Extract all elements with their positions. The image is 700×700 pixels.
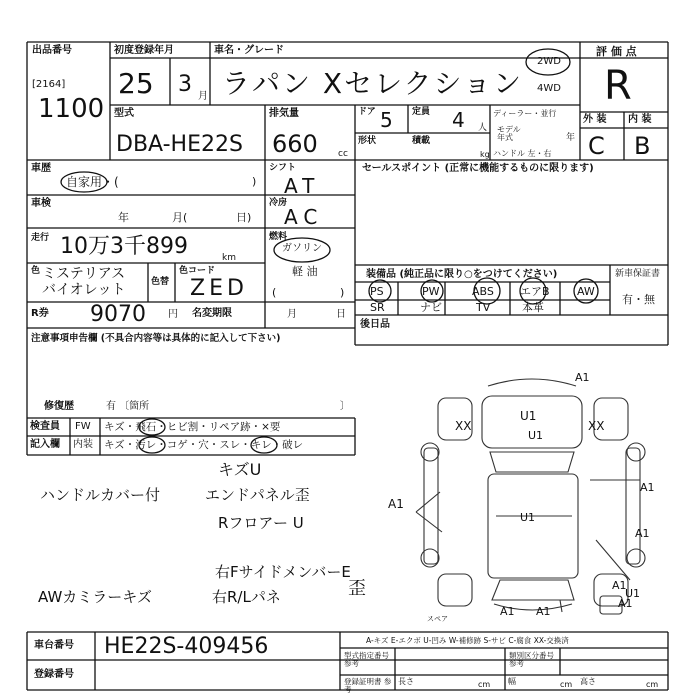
lot-number: 1100 <box>38 94 105 124</box>
chassis-number: HE22S-409456 <box>104 634 269 659</box>
shape-label: 形状 <box>358 136 377 146</box>
mark-5: U1 <box>528 429 544 442</box>
equipment-label: 装備品 (純正品に限り○をつけてください) <box>366 269 558 280</box>
color-change-label: 色替 <box>151 277 170 287</box>
name-change-day: 日 <box>336 309 346 320</box>
load-unit: kg <box>480 150 490 159</box>
color-name: ミステリアス バイオレット <box>42 266 126 298</box>
mark-13: A1 <box>500 605 515 618</box>
mark-10: A1 <box>612 579 627 592</box>
shift-label: シフト <box>269 163 297 173</box>
recycle-unit: 円 <box>168 309 178 320</box>
note-panel: 右R/Lパネ <box>212 588 281 606</box>
notes-label: 注意事項申告欄 (不具合内容等は具体的に記入して下さい) <box>31 333 281 344</box>
displacement: 660 <box>272 130 318 158</box>
mileage-unit: km <box>222 253 236 263</box>
lot-label: 出品番号 <box>32 45 72 56</box>
fuel-paren-open: ( <box>272 286 277 299</box>
equip-leather: 本革 <box>522 301 544 314</box>
note-handle-cover: ハンドルカバー付 <box>40 486 161 504</box>
capacity: 4 <box>452 108 465 132</box>
sales-point-label: セールスポイント (正常に機能するものに限ります) <box>362 163 594 174</box>
mark-7: A1 <box>640 481 655 494</box>
car-name: ラパン Xセレクション <box>222 67 523 100</box>
note-r-floor: Rフロアー U <box>218 514 304 532</box>
dealer-label: ディーラー・並行 <box>493 109 557 118</box>
note-distort: 歪 <box>348 578 366 599</box>
mark-12: A1 <box>618 597 633 610</box>
inspection-month: 月( <box>172 211 188 224</box>
width-label: 幅 <box>508 677 516 686</box>
fuel-label: 燃料 <box>269 232 288 242</box>
model-year-label: モデル 年式 <box>497 125 521 142</box>
drive-2wd: 2WD <box>537 56 561 67</box>
capacity-label: 定員 <box>412 107 431 117</box>
type-number-label: 型式指定番号 参考 <box>344 651 389 668</box>
exterior-grade: C <box>588 132 605 160</box>
ac-value: AC <box>284 205 324 229</box>
color-label: 色 <box>31 266 41 276</box>
interior-grade: B <box>634 132 651 160</box>
width-unit: cm <box>560 680 573 689</box>
mark-2: XX <box>455 419 472 433</box>
equip-airbag: エアB <box>520 285 550 298</box>
name-change-label: 名変期限 <box>192 308 232 319</box>
mark-9: U1 <box>520 511 536 524</box>
lot-code: [2164] <box>32 79 66 90</box>
grade-label: 評 価 点 <box>596 45 637 58</box>
spare-label: スペア <box>427 615 448 623</box>
fuel-paren-close: ) <box>340 286 345 299</box>
model-label: 型式 <box>114 108 134 119</box>
repair-close: 〕 <box>340 401 350 412</box>
capacity-unit: 人 <box>478 123 488 133</box>
overall-grade: R <box>604 63 632 109</box>
name-change-month: 月 <box>287 309 297 320</box>
equip-abs: ABS <box>472 285 494 298</box>
ac-label: 冷房 <box>269 198 288 208</box>
mark-4: XX <box>588 419 605 433</box>
later-items-label: 後日品 <box>360 319 390 330</box>
mark-1: A1 <box>575 371 590 384</box>
warranty-label: 新車保証書 <box>615 269 661 279</box>
equip-pw: PW <box>422 285 440 298</box>
reg-cert-label: 登録証明書 参考 <box>344 677 392 694</box>
fw-label: FW <box>75 421 91 432</box>
color-code-label: 色コード <box>179 266 216 276</box>
equip-sr: SR <box>370 301 385 314</box>
repair-value: 有 〔箇所 <box>106 401 150 412</box>
model-code: DBA-HE22S <box>116 132 243 157</box>
chassis-label: 車台番号 <box>34 640 74 651</box>
inspector-label: 検査員 <box>30 421 60 432</box>
length-unit: cm <box>478 680 491 689</box>
registration-label: 登録番号 <box>34 669 74 680</box>
mark-8: A1 <box>635 527 650 540</box>
shift-value: AT <box>284 174 321 198</box>
mark-3: U1 <box>520 409 537 423</box>
first-reg-year: 25 <box>118 67 154 100</box>
first-reg-month-unit: 月 <box>198 91 208 102</box>
drive-4wd: 4WD <box>537 83 561 94</box>
equip-navi: ナビ <box>420 301 442 314</box>
class-number-label: 類別区分番号 参考 <box>509 651 554 668</box>
mark-6: A1 <box>388 497 404 511</box>
recycle-amount: 9070 <box>90 302 146 327</box>
mileage: 10万3千899 <box>60 234 188 259</box>
displacement-label: 排気量 <box>269 108 299 119</box>
year-unit: 年 <box>566 133 576 143</box>
equip-aw: AW <box>577 285 595 298</box>
history-value: 自家用・( <box>66 175 119 189</box>
handle-label: ハンドル 左・右 <box>493 149 552 158</box>
exterior-label: 外 装 <box>583 114 607 125</box>
first-reg-month: 3 <box>178 72 192 97</box>
height-unit: cm <box>646 680 659 689</box>
fuel-gasoline: ガソリン <box>282 243 322 254</box>
note-end-panel: エンドパネル歪 <box>205 486 310 504</box>
warranty-value: 有・無 <box>622 293 655 306</box>
note-side-member: 右FサイドメンバーE <box>215 563 351 581</box>
door-count: 5 <box>380 108 393 132</box>
interior-defects: キズ・汚レ・コゲ・穴・スレ・キレ・破レ <box>104 439 304 451</box>
recycle-label: R券 <box>31 308 49 319</box>
interior-row-label: 内装 <box>73 439 93 450</box>
first-reg-label: 初度登録年月 <box>114 45 174 56</box>
damage-legend: A-キズ E-エクボ U-凹み W-補修跡 S-サビ C-腐食 XX-交換済 <box>366 636 569 645</box>
equip-tv: TV <box>476 301 491 314</box>
inspection-day: 日) <box>236 211 252 224</box>
interior-label: 内 装 <box>628 114 652 125</box>
mark-11: U1 <box>625 587 641 600</box>
equip-ps: PS <box>370 285 384 298</box>
history-close: ) <box>252 175 257 188</box>
door-label: ドア <box>358 107 376 117</box>
displacement-unit: cc <box>338 149 348 159</box>
note-kizu: キズU <box>218 460 262 479</box>
history-label: 車歴 <box>31 163 51 174</box>
length-label: 長さ <box>398 677 414 686</box>
inspection-year: 年 <box>118 211 129 224</box>
fuel-diesel: 軽 油 <box>292 265 318 278</box>
entry-label: 記入欄 <box>30 439 60 450</box>
inspection-label: 車検 <box>31 198 51 209</box>
mileage-label: 走行 <box>31 233 50 243</box>
note-mirror: AWカミラーキズ <box>38 588 152 606</box>
fw-defects: キズ・飛石・ヒビ割・リペア跡・×要 <box>104 421 281 433</box>
load-label: 積載 <box>412 136 431 146</box>
mark-14: A1 <box>536 605 551 618</box>
color-code: ZED <box>190 276 248 301</box>
height-label: 高さ <box>580 677 596 686</box>
car-name-label: 車名・グレード <box>214 45 284 56</box>
repair-label: 修復歴 <box>44 401 74 412</box>
